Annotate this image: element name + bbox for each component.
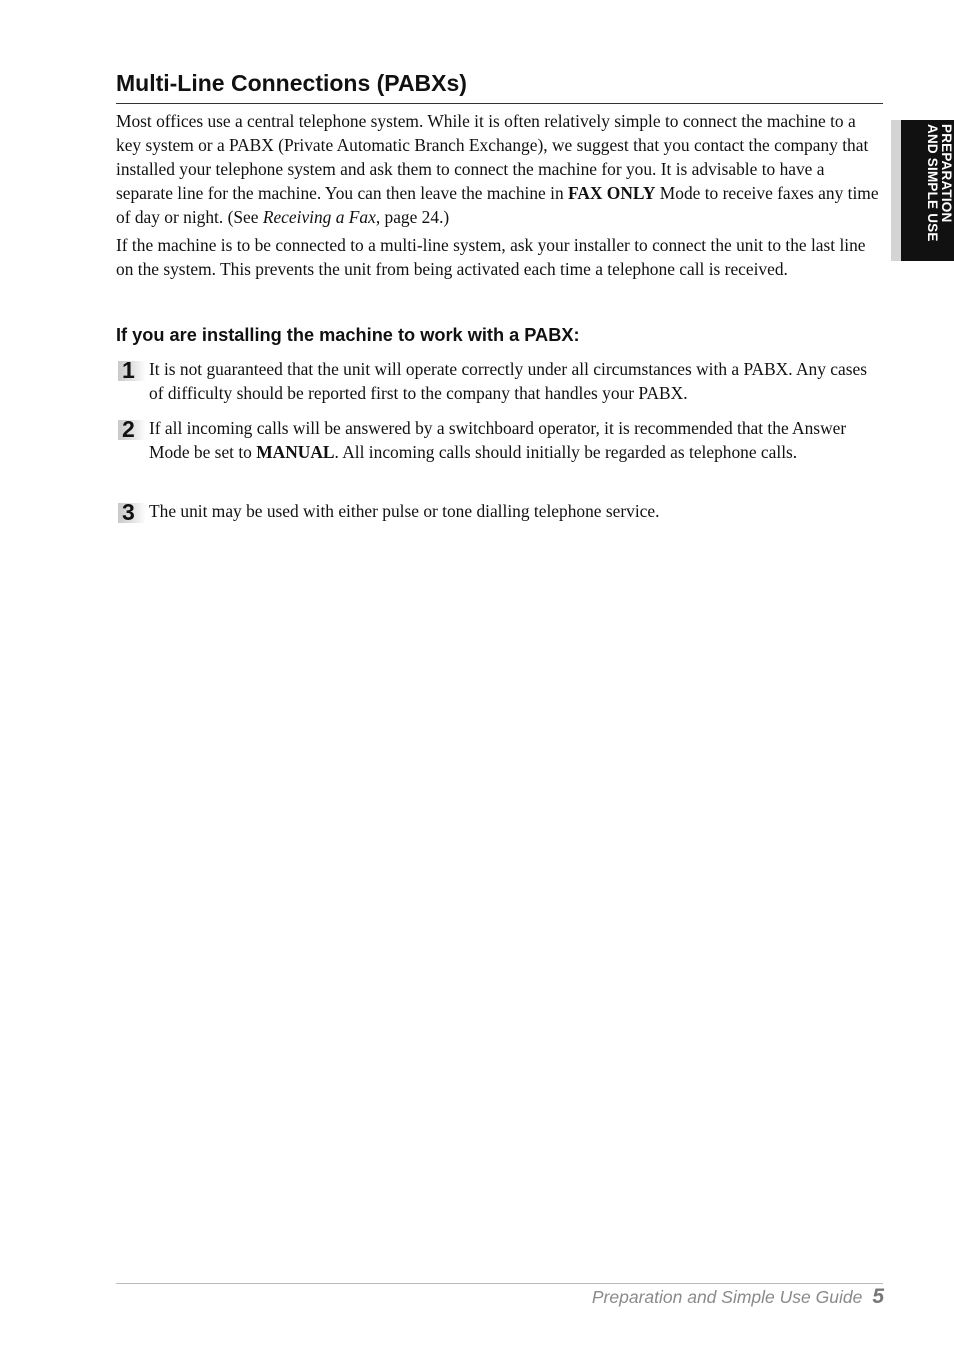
step-text: The unit may be used with either pulse or tone dialling telephone service. <box>149 501 660 521</box>
section-tab-label <box>925 124 953 256</box>
fax-only-mode: FAX ONLY <box>568 183 656 203</box>
multi-line-paragraph: If the machine is to be connected to a multi-line system, ask your installer to connect the unit to the last line on the system. This prevents the unit from being activated each time a telephone call is received. <box>116 235 866 279</box>
footer-guide-title: Preparation and Simple Use Guide <box>591 1287 863 1307</box>
page-footer <box>592 1285 884 1309</box>
manual-mode: MANUAL <box>256 442 335 462</box>
section-tab-line-1: PREPARATION <box>939 124 954 223</box>
step-number: 3 <box>116 499 146 525</box>
pabx-subheading: If you are installing the machine to work with a PABX: <box>116 325 580 345</box>
step-text <box>149 416 884 464</box>
receiving-a-fax-reference: Receiving a Fax <box>262 207 376 227</box>
page-title: Multi-Line Connections (PABXs) <box>116 70 467 96</box>
intro-paragraph <box>116 109 884 229</box>
footer-divider <box>116 1283 883 1284</box>
intro-text-a: Most offices use a central telephone system. While it is often relatively simple to connect the machine to a key system or a PABX (Private Automatic Branch Exchange), we suggest that you contact the company that installed your telephone system and ask them to connect the machine for you. It is advisable to have a separate line for the machine. You can then leave the machine in <box>116 111 869 203</box>
section-tab-line-2: AND SIMPLE USE <box>925 124 940 242</box>
intro-text-c: , page 24.) <box>375 207 450 227</box>
step-text: It is not guaranteed that the unit will operate correctly under all circumstances with a PABX. Any cases of difficulty should be reported first to the company that handles your PABX. <box>149 359 867 403</box>
intro-text-b: Mode to receive faxes any time of day or night. (See <box>116 183 879 227</box>
step-number: 1 <box>116 357 146 383</box>
step-number: 2 <box>116 416 146 442</box>
title-divider <box>116 103 883 104</box>
page-number: 5 <box>872 1285 884 1308</box>
step-text-a: If all incoming calls will be answered by a switchboard operator, it is recommended that the Answer Mode be set to <box>149 418 847 462</box>
step-text-b: . All incoming calls should initially be regarded as telephone calls. <box>334 442 798 462</box>
